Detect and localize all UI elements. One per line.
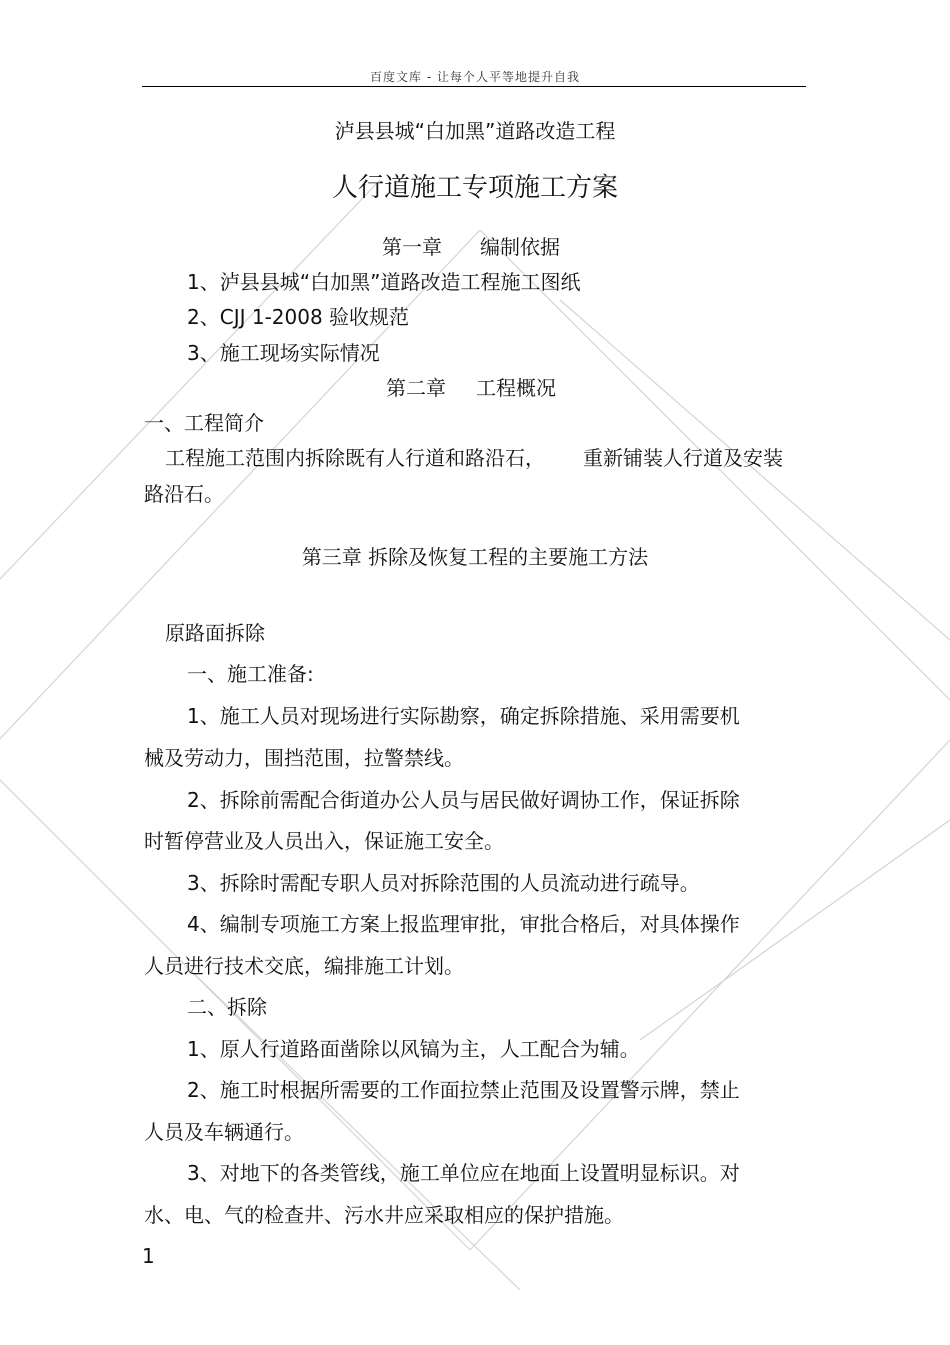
- list-item: 4、编制专项施工方案上报监理审批，审批合格后，对具体操作: [187, 912, 740, 936]
- chapter1-item: 2、CJJ 1-2008 验收规范: [187, 305, 410, 329]
- page-header-text: 百度文库 - 让每个人平等地提升自我: [370, 70, 580, 84]
- list-item: 2、拆除前需配合街道办公人员与居民做好调协工作，保证拆除: [187, 788, 740, 812]
- paragraph-text: 路沿石。: [144, 482, 224, 506]
- page-number: 1: [142, 1244, 155, 1268]
- list-item: 1、原人行道路面凿除以风镐为主，人工配合为辅。: [187, 1037, 640, 1061]
- list-item: 3、对地下的各类管线，施工单位应在地面上设置明显标识。对: [187, 1161, 740, 1185]
- header-divider: [142, 86, 806, 87]
- chapter1-item: 3、施工现场实际情况: [187, 341, 380, 365]
- chapter1-label: 第一章: [382, 235, 442, 259]
- list-item-continuation: 时暂停营业及人员出入，保证施工安全。: [144, 829, 504, 853]
- section-heading: 一、施工准备:: [187, 662, 314, 686]
- list-item-continuation: 水、电、气的检查井、污水井应采取相应的保护措施。: [144, 1203, 624, 1227]
- chapter2-label: 第二章: [386, 376, 446, 400]
- document-title-line2: 人行道施工专项施工方案: [331, 173, 618, 203]
- chapter3-title: 第三章 拆除及恢复工程的主要施工方法: [301, 545, 649, 569]
- document-title-line1: 泸县县城“白加黑”道路改造工程: [334, 119, 616, 143]
- list-item-continuation: 人员及车辆通行。: [144, 1120, 304, 1144]
- chapter2-title: 工程概况: [476, 376, 556, 400]
- chapter1-item: 1、泸县县城“白加黑”道路改造工程施工图纸: [187, 270, 581, 294]
- paragraph-text: 重新铺装人行道及安装: [583, 446, 783, 470]
- list-item: 2、施工时根据所需要的工作面拉禁止范围及设置警示牌，禁止: [187, 1078, 740, 1102]
- list-item-continuation: 械及劳动力，围挡范围，拉警禁线。: [144, 746, 464, 770]
- section-heading: 一、工程简介: [144, 411, 264, 435]
- paragraph-text: 工程施工范围内拆除既有人行道和路沿石，: [165, 446, 545, 470]
- subsection-title: 原路面拆除: [165, 621, 265, 645]
- chapter1-title: 编制依据: [480, 235, 560, 259]
- list-item: 3、拆除时需配专职人员对拆除范围的人员流动进行疏导。: [187, 871, 700, 895]
- list-item: 1、施工人员对现场进行实际勘察，确定拆除措施、采用需要机: [187, 704, 740, 728]
- section-heading: 二、拆除: [187, 995, 267, 1019]
- list-item-continuation: 人员进行技术交底，编排施工计划。: [144, 954, 464, 978]
